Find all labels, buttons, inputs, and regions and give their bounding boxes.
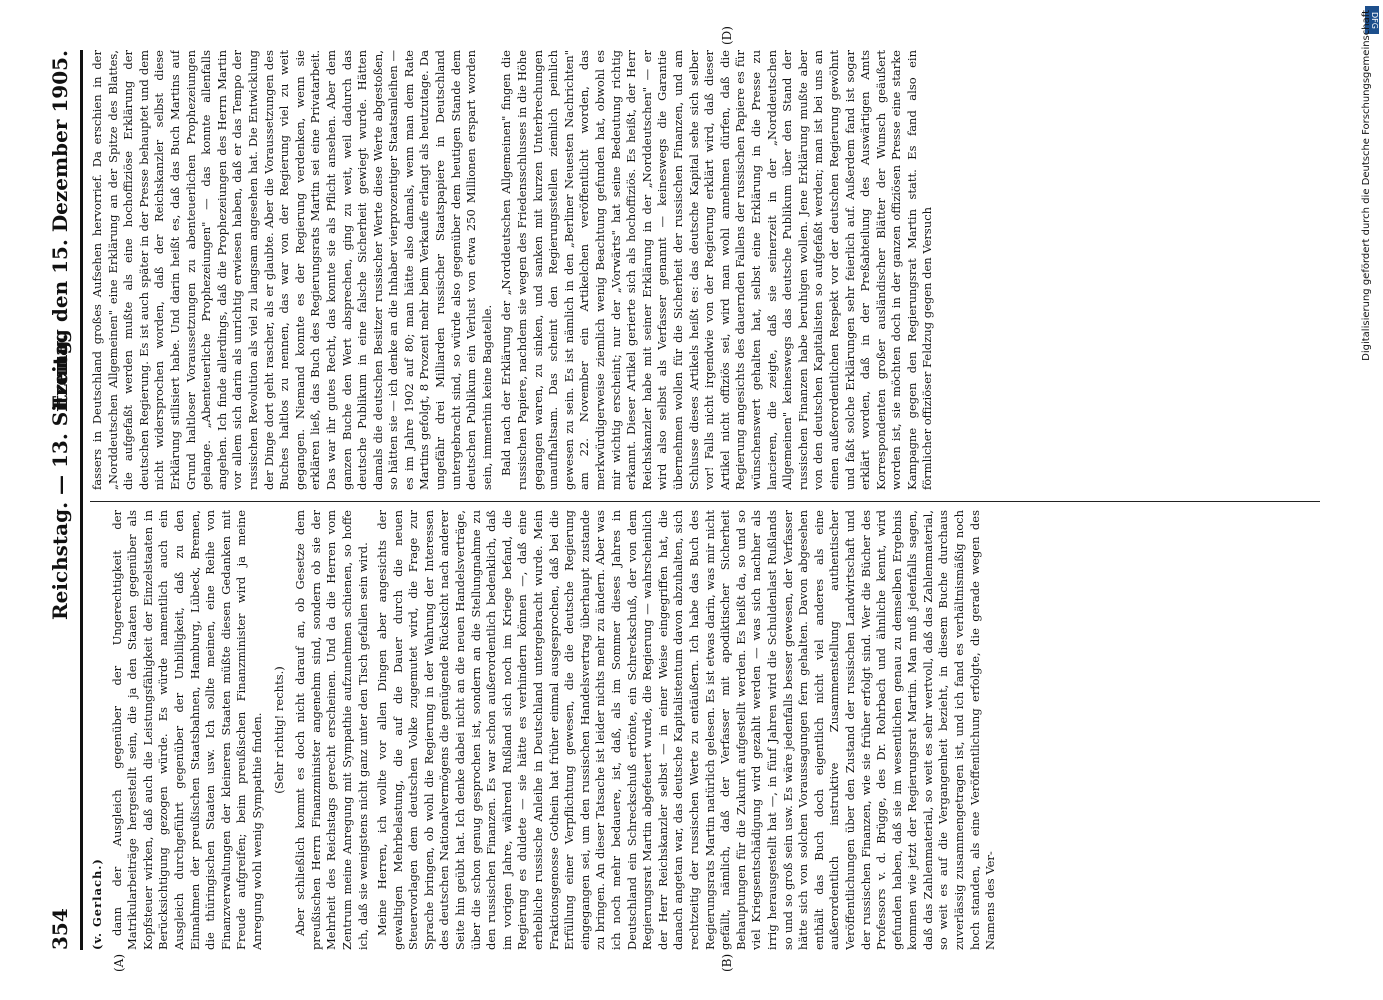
margin-mark-a: (A) [112,953,126,972]
dfg-logo: DFG [1365,6,1379,34]
header-title: Reichstag. — 13. Sitzung. [48,333,72,620]
paragraph: fassers in Deutschland großes Aufsehen hervorrief. Da erschien in der „Norddeutschen Allgemeinen" eine Erklärung an der Spitze des Blattes, die aufgefaßt werden mußte als eine hochoffiziöse Erklärung der deutschen Regierung. Es ist auch später in der Presse behauptet und dem nicht widersprochen worden, daß der Reichskanzler selbst diese Erklärung stilisiert habe. Und darin heißt es, daß das Buch Martins auf Grund haltloser Voraussetzungen zu abenteuerlichen Prophezeiungen gelange. „Abenteuerliche Prophezeiungen" — das konnte allenfalls angehen. Ich finde allerdings, daß die Prophezeiungen des Herrn Martin vor allem sich darin als unrichtig erwiesen haben, daß er das Tempo der russischen Revolution als viel zu langsam angesehen hat. Die Entwicklung der Dinge dort geht rascher, als er glaubte. Aber die Voraussetzungen des Buches haltlos zu nennen, das war von der Regierung viel zu weit gegangen. Niemand konnte es der Regierung verdenken, wenn sie erklären ließ, das Buch des Regierungsrats Martin sei eine Privatarbeit. Das war ihr gutes Recht, das konnte sie als Pflicht ansehen. Aber dem ganzen Buche den Wert absprechen, ging zu weit, weil dadurch das deutsche Publikum in eine falsche Sicherheit gewiegt wurde. Hätten damals die deutschen Besitzer russischer Werte diese Werte abgestoßen, so hätten sie — ich denke an die Inhaber vierprozentiger Staatsanleihen — es im Jahre 1902 auf 80; man hätte also damals, wenn man dem Rate Martins gefolgt, 8 Prozent mehr beim Verkaufe erlangt als heutzutage. Da ungefähr drei Milliarden russischer Staatspapiere in Deutschland untergebracht sind, so würde also gegenüber dem heutigen Stande dem deutschen Publikum ein Verlust von etwa 250 Millionen erspart worden sein, immerhin keine Bagatelle. [90,50,494,490]
speaker-label: (v. Gerlach.) [90,858,104,950]
paragraph: dann der Ausgleich gegenüber der Ungerechtigkeit der Matrikularbeiträge hergestellt sein, die ja den Staaten gegenüber als Kopfsteuer wirken, daß auch die Leistungsfähigkeit der Einzelstaaten in Berücksichtigung gezogen würde. Es würde namentlich auch ein Ausgleich durchgeführt gegenüber der Unbilligkeit, daß zu den Einnahmen der preußischen Staatsbahnen, Hamburg, Lübeck, Bremen, die thüringischen Staaten usw. Ich sollte meinen, eine Reihe von Finanzverwaltungen der kleineren Staaten müßte diesen Gedanken mit Freude aufgreifen; beim preußischen Finanzminister wird ja meine Anregung wohl wenig Sympathie finden. [109,510,264,950]
digitization-credit [1361,10,1379,990]
paragraph: Meine Herren, ich wollte vor allen Dingen aber angesichts der gewaltigen Mehrbelastung, die auf die Dauer durch die neuen Steuervorlagen dem deutschen Volke zugemutet wird, die Frage zur Sprache bringen, ob wohl die Regierung in der Wahrung der Interessen des deutschen Nationalvermögens die genügende Rücksicht nach anderer Seite hin geübt hat. Ich denke dabei nicht an die neuen Handelsverträge, über die schon genug gesprochen ist, sondern an die Stellungnahme zu den russischen Finanzen. Es war schon außerordentlich bedenklich, daß im vorigen Jahre, während Rußland sich noch im Kriege befand, die Regierung es duldete — sie hätte es verhindern können —, daß eine erhebliche russische Anleihe in Deutschland untergebracht wurde. Mein Fraktionsgenosse Gothein hat früher einmal ausgesprochen, daß bei die Erfüllung einer Verpflichtung gewesen, die die deutsche Regierung eingegangen sei, um den russischen Handelsvertrag überhaupt zustande zu bringen. An dieser Tatsache ist leider nichts mehr zu ändern. Aber was ich noch mehr bedauere, ist, daß, als im Sommer dieses Jahres in Deutschland ein Schreckschuß ertönte, ein Schreckschuß, der von dem Regierungsrat Martin abgefeuert wurde, die Regierung — wahrscheinlich der Herr Reichskanzler selbst — in einer Weise eingegriffen hat, die danach angetan war, das deutsche Kapitalistentum davon abzuhalten, sich rechtzeitig der russischen Werte zu entäußern. Ich habe das Buch des Regierungsrats Martin natürlich gelesen. Es ist etwas darin, was mir nicht gefällt, nämlich, daß der Verfasser mit apodiktischer Sicherheit Behauptungen für die Zukunft aufgestellt werden. Es heißt da, so und so viel Kriegsentschädigung wird gezahlt werden — was sich nachher als irrig herausgestellt hat —, in fünf Jahren wird die Schuldenlast Rußlands so und so groß sein usw. Es wäre jedenfalls besser gewesen, der Verfasser hätte sich von solchen Voraussagungen fern gehalten. Davon abgesehen enthält das Buch doch eigentlich nicht viel anderes als eine außerordentlich instruktive Zusammenstellung authentischer Veröffentlichungen über den Zustand der russischen Landwirtschaft und der russischen Finanzen, wie sie früher erfolgt sind. Wer die Bücher des Professors v. d. Brügge, des Dr. Rohrbach und ähnliche kennt, wird gefunden haben, daß sie im wesentlichen genau zu demselben Ergebnis kommen wie jetzt der Regierungsrat Martin. Man muß jedenfalls sagen, daß das Zahlenmaterial, so weit es sehr wertvoll, daß das Zahlenmaterial, so weit es auf die Vergangenheit bezieht, in diesem Buche durchaus zuverlässig zusammengetragen ist, und ich fand es verhältnismäßig noch hoch standen, als eine Veröffentlichung erfolgte, die gerade wegen des Namens des Ver- [375,510,998,950]
margin-mark-d: (D) [720,26,734,45]
interjection: (Sehr richtig! rechts.) [271,666,286,794]
header-date: Freitag den 15. Dezember 1905. [48,50,72,410]
scanned-page [20,20,1340,980]
credit-text: Digitalisierung gefördert durch die Deutsche Forschungsgemeinschaft [1361,10,1372,361]
column-divider [90,501,1320,502]
page-number: 354 [48,908,72,950]
paragraph: Bald nach der Erklärung der „Norddeutschen Allgemeinen" fingen die russischen Papiere, nachdem sie wegen des Friedensschlusses in die Höhe gegangen waren, zu sinken, und sanken mit kurzen Unterbrechungen unaufhaltsam. Das scheint den Regierungsstellen ziemlich peinlich gewesen zu sein. Es ist nämlich in den „Berliner Neuesten Nachrichten" am 22. November ein Artikelchen veröffentlicht worden, das merkwürdigerweise ziemlich wenig Beachtung gefunden hat, obwohl es mir wichtig erscheint; nur der „Vorwärts" hat seine Bedeutung richtig erkannt. Dieser Artikel gerierte sich als hochoffiziös. Es heißt, der Herr Reichskanzler habe mit seiner Erklärung in der „Norddeutschen" — er wird also selbst als Verfasser genannt — keineswegs die Garantie übernehmen wollen für die Sicherheit der russischen Finanzen, und am Schlusse dieses Artikels heißt es: das deutsche Kapital sehe sich selber vor! Falls nicht irgendwie von der Regierung erklärt wird, daß dieser Artikel nicht offiziös sei, wird man wohl annehmen dürfen, daß die Regierung angesichts des dauernden Fallens der russischen Papiere es für wünschenswert gehalten hat, selbst eine Erklärung in die Presse zu lancieren, die zeigte, daß sie seinerzeit in der „Norddeutschen Allgemeinen" keineswegs das deutsche Publikum über den Stand der russischen Finanzen habe beruhigen wollen. Jene Erklärung mußte aber von den deutschen Kapitalisten so aufgefaßt werden; man ist bei uns an einen außerordentlichen Respekt vor der deutschen Regierung gewöhnt und faßt solche Erklärungen sehr feierlich auf. Außerdem fand ist sogar erklärt worden, daß in der Preßabteilung des Auswärtigen Amts Korrespondenten großer ausländischer Blätter der Wunsch geäußert worden ist, sie möchten doch in der ganzen offiziösen Presse eine starke Kampagne gegen den Regierungsrat Martin statt. Es fand also ein förmlicher offiziöser Feldzug gegen den Versuch [499,50,935,490]
margin-mark-b: (B) [720,953,734,972]
rotated-page-content [20,20,1340,980]
left-column [90,510,1320,950]
right-column [90,50,1320,490]
running-header [40,50,83,950]
paragraph: Aber schließlich kommt es doch nicht darauf an, ob Gesetze dem preußischen Herrn Finanzminister angenehm sind, sondern ob sie der Mehrheit des Reichstags gerecht erscheinen. Und da die Herren vom Zentrum meine Anregung mit Sympathie aufzunehmen schienen, so hoffe ich, daß sie wenigstens nicht ganz unter den Tisch gefallen sein wird. [293,510,370,950]
